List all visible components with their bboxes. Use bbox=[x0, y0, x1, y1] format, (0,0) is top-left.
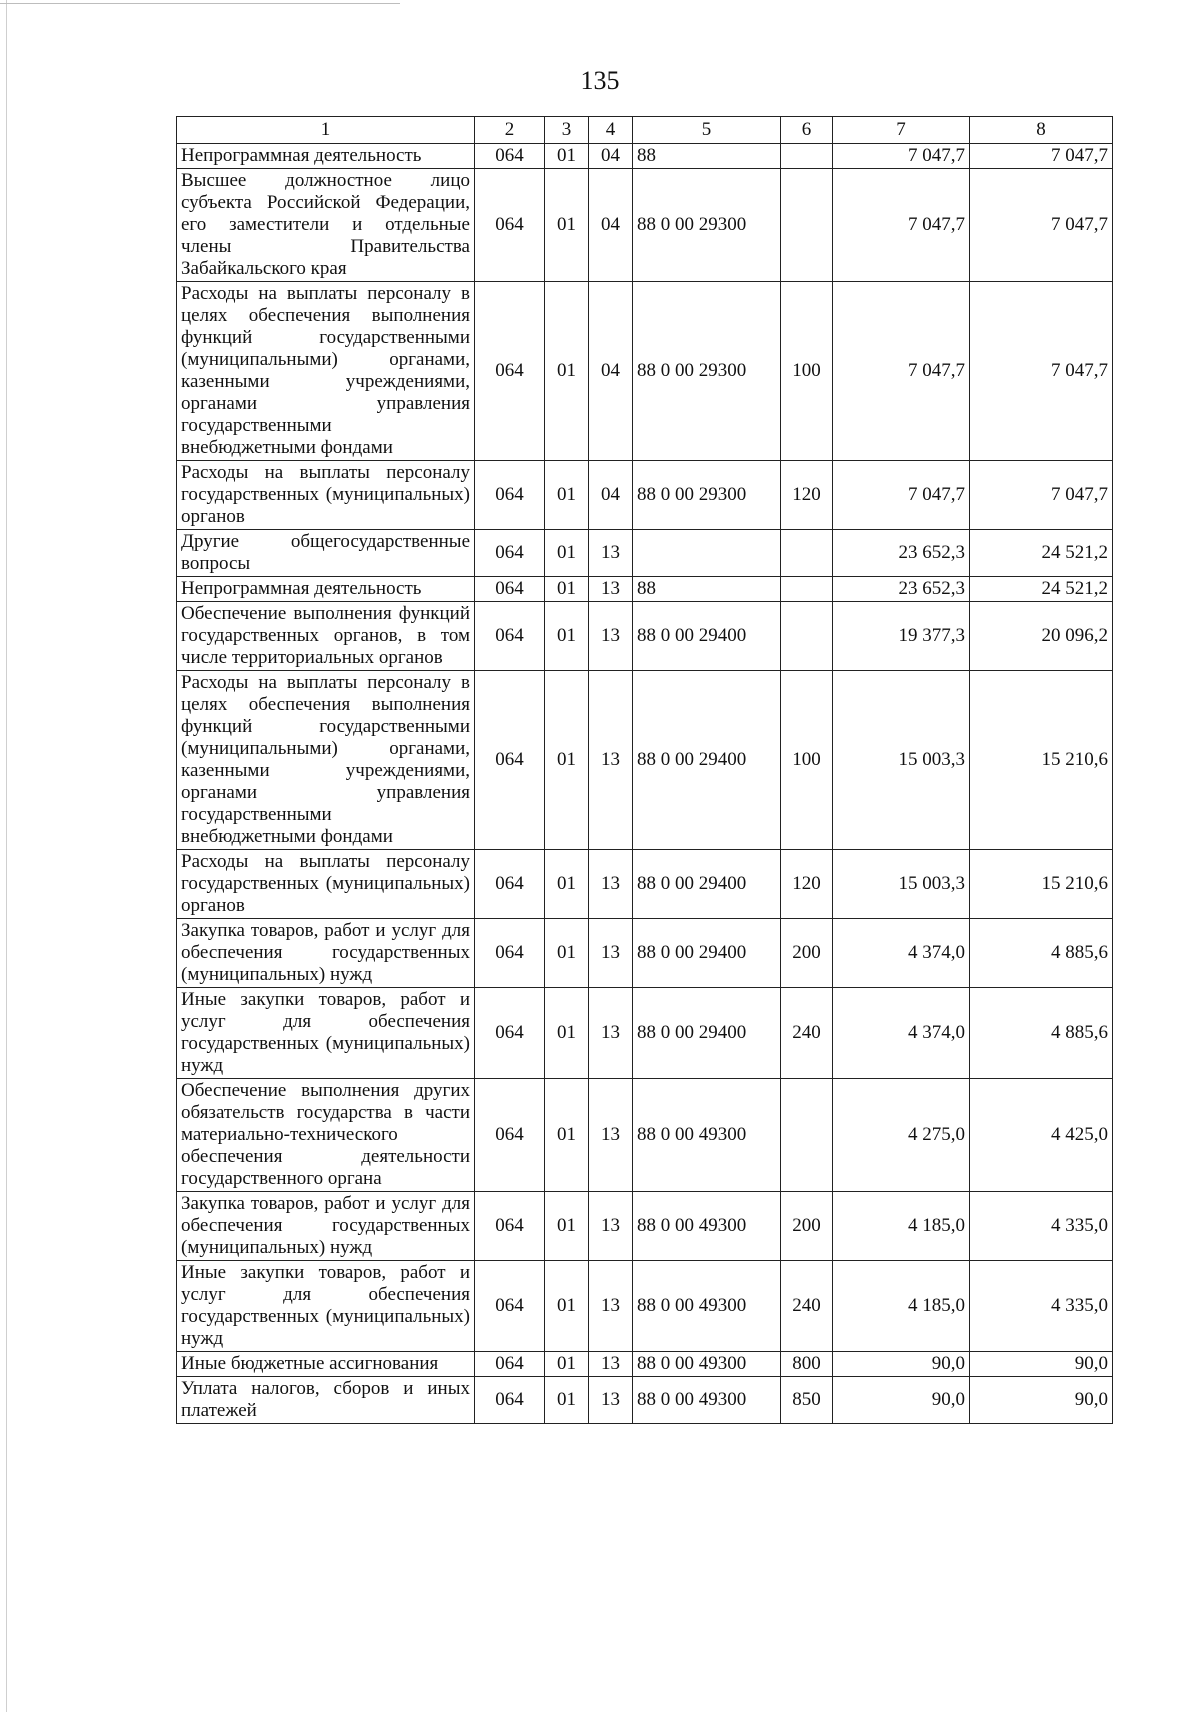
cell-expense-type: 100 bbox=[781, 671, 833, 850]
column-header: 3 bbox=[545, 117, 589, 144]
cell-section: 01 bbox=[545, 1079, 589, 1192]
table-row bbox=[177, 144, 1113, 169]
cell-section: 01 bbox=[545, 1192, 589, 1261]
table-row bbox=[177, 850, 1113, 919]
column-header: 8 bbox=[970, 117, 1113, 144]
cell-expense-type: 800 bbox=[781, 1352, 833, 1377]
table-row bbox=[177, 530, 1113, 577]
cell-amount-year1: 19 377,3 bbox=[833, 602, 970, 671]
cell-subsection: 13 bbox=[589, 988, 633, 1079]
table-row bbox=[177, 577, 1113, 602]
cell-expense-type: 240 bbox=[781, 988, 833, 1079]
cell-amount-year1: 7 047,7 bbox=[833, 461, 970, 530]
cell-amount-year2: 90,0 bbox=[970, 1377, 1113, 1424]
table-row bbox=[177, 671, 1113, 850]
cell-amount-year1: 90,0 bbox=[833, 1352, 970, 1377]
table-row bbox=[177, 1192, 1113, 1261]
cell-amount-year2: 15 210,6 bbox=[970, 850, 1113, 919]
cell-target-article: 88 0 00 49300 bbox=[633, 1377, 781, 1424]
cell-subsection: 13 bbox=[589, 602, 633, 671]
cell-section: 01 bbox=[545, 602, 589, 671]
cell-amount-year2: 4 335,0 bbox=[970, 1261, 1113, 1352]
column-header: 2 bbox=[475, 117, 545, 144]
cell-target-article: 88 bbox=[633, 577, 781, 602]
table-row bbox=[177, 988, 1113, 1079]
cell-amount-year2: 7 047,7 bbox=[970, 169, 1113, 282]
table-row bbox=[177, 1352, 1113, 1377]
cell-expense-type bbox=[781, 144, 833, 169]
cell-expense-type: 850 bbox=[781, 1377, 833, 1424]
cell-amount-year2: 24 521,2 bbox=[970, 530, 1113, 577]
cell-expense-type bbox=[781, 530, 833, 577]
cell-target-article: 88 0 00 49300 bbox=[633, 1261, 781, 1352]
cell-expense-type: 120 bbox=[781, 850, 833, 919]
row-name: Иные закупки товаров, работ и услуг для обеспечения государственных (муниципальных) нужд bbox=[177, 1261, 475, 1352]
cell-amount-year2: 4 425,0 bbox=[970, 1079, 1113, 1192]
cell-section: 01 bbox=[545, 461, 589, 530]
cell-target-article: 88 0 00 49300 bbox=[633, 1352, 781, 1377]
row-name: Расходы на выплаты персоналу государственных (муниципальных) органов bbox=[177, 461, 475, 530]
cell-amount-year2: 20 096,2 bbox=[970, 602, 1113, 671]
row-name: Иные закупки товаров, работ и услуг для обеспечения государственных (муниципальных) нужд bbox=[177, 988, 475, 1079]
cell-target-article: 88 bbox=[633, 144, 781, 169]
scan-edge-top bbox=[0, 3, 400, 4]
cell-amount-year1: 4 185,0 bbox=[833, 1261, 970, 1352]
cell-target-article: 88 0 00 29400 bbox=[633, 602, 781, 671]
row-name: Иные бюджетные ассигнования bbox=[177, 1352, 475, 1377]
cell-subsection: 04 bbox=[589, 461, 633, 530]
cell-amount-year1: 23 652,3 bbox=[833, 530, 970, 577]
cell-amount-year2: 4 335,0 bbox=[970, 1192, 1113, 1261]
column-header: 7 bbox=[833, 117, 970, 144]
cell-target-article bbox=[633, 530, 781, 577]
cell-target-article: 88 0 00 29400 bbox=[633, 988, 781, 1079]
row-name: Обеспечение выполнения других обязательств государства в части материально-технического обеспечения деятельности государственного органа bbox=[177, 1079, 475, 1192]
cell-target-article: 88 0 00 29400 bbox=[633, 671, 781, 850]
cell-expense-type bbox=[781, 169, 833, 282]
cell-grbs: 064 bbox=[475, 602, 545, 671]
scan-edge-left bbox=[6, 0, 7, 1712]
cell-section: 01 bbox=[545, 1377, 589, 1424]
cell-amount-year1: 4 374,0 bbox=[833, 919, 970, 988]
table-row bbox=[177, 282, 1113, 461]
cell-subsection: 13 bbox=[589, 1192, 633, 1261]
cell-section: 01 bbox=[545, 919, 589, 988]
cell-target-article: 88 0 00 49300 bbox=[633, 1079, 781, 1192]
cell-amount-year1: 4 275,0 bbox=[833, 1079, 970, 1192]
cell-subsection: 13 bbox=[589, 1377, 633, 1424]
cell-amount-year2: 15 210,6 bbox=[970, 671, 1113, 850]
budget-table bbox=[176, 116, 1113, 1424]
cell-amount-year1: 15 003,3 bbox=[833, 850, 970, 919]
cell-expense-type: 100 bbox=[781, 282, 833, 461]
row-name: Закупка товаров, работ и услуг для обеспечения государственных (муниципальных) нужд bbox=[177, 919, 475, 988]
cell-section: 01 bbox=[545, 1352, 589, 1377]
cell-subsection: 13 bbox=[589, 577, 633, 602]
cell-amount-year2: 7 047,7 bbox=[970, 144, 1113, 169]
cell-amount-year2: 4 885,6 bbox=[970, 919, 1113, 988]
row-name: Непрограммная деятельность bbox=[177, 144, 475, 169]
row-name: Расходы на выплаты персоналу в целях обеспечения выполнения функций государственными (муниципальными) органами, казенными учреждениями, органами управления государственными внебюджетными фондами bbox=[177, 671, 475, 850]
row-name: Расходы на выплаты персоналу государственных (муниципальных) органов bbox=[177, 850, 475, 919]
cell-subsection: 13 bbox=[589, 1352, 633, 1377]
cell-target-article: 88 0 00 49300 bbox=[633, 1192, 781, 1261]
cell-expense-type bbox=[781, 577, 833, 602]
cell-grbs: 064 bbox=[475, 461, 545, 530]
cell-subsection: 13 bbox=[589, 671, 633, 850]
cell-amount-year2: 7 047,7 bbox=[970, 282, 1113, 461]
column-header: 5 bbox=[633, 117, 781, 144]
cell-amount-year1: 23 652,3 bbox=[833, 577, 970, 602]
cell-section: 01 bbox=[545, 1261, 589, 1352]
cell-grbs: 064 bbox=[475, 1261, 545, 1352]
cell-expense-type bbox=[781, 602, 833, 671]
table-row bbox=[177, 602, 1113, 671]
cell-target-article: 88 0 00 29300 bbox=[633, 282, 781, 461]
cell-grbs: 064 bbox=[475, 850, 545, 919]
row-name: Другие общегосударственные вопросы bbox=[177, 530, 475, 577]
row-name: Уплата налогов, сборов и иных платежей bbox=[177, 1377, 475, 1424]
cell-grbs: 064 bbox=[475, 1079, 545, 1192]
cell-subsection: 13 bbox=[589, 1261, 633, 1352]
cell-expense-type: 120 bbox=[781, 461, 833, 530]
table-row bbox=[177, 1079, 1113, 1192]
cell-section: 01 bbox=[545, 169, 589, 282]
cell-grbs: 064 bbox=[475, 530, 545, 577]
cell-subsection: 13 bbox=[589, 919, 633, 988]
cell-grbs: 064 bbox=[475, 1352, 545, 1377]
row-name: Высшее должностное лицо субъекта Российской Федерации, его заместители и отдельные члены Правительства Забайкальского края bbox=[177, 169, 475, 282]
cell-amount-year1: 7 047,7 bbox=[833, 282, 970, 461]
cell-target-article: 88 0 00 29300 bbox=[633, 461, 781, 530]
cell-amount-year1: 15 003,3 bbox=[833, 671, 970, 850]
row-name: Расходы на выплаты персоналу в целях обеспечения выполнения функций государственными (муниципальными) органами, казенными учреждениями, органами управления государственными внебюджетными фондами bbox=[177, 282, 475, 461]
cell-section: 01 bbox=[545, 671, 589, 850]
cell-target-article: 88 0 00 29400 bbox=[633, 919, 781, 988]
cell-amount-year1: 7 047,7 bbox=[833, 169, 970, 282]
cell-amount-year2: 90,0 bbox=[970, 1352, 1113, 1377]
cell-grbs: 064 bbox=[475, 919, 545, 988]
cell-expense-type: 200 bbox=[781, 919, 833, 988]
cell-section: 01 bbox=[545, 530, 589, 577]
cell-subsection: 04 bbox=[589, 144, 633, 169]
table-row bbox=[177, 461, 1113, 530]
cell-expense-type: 240 bbox=[781, 1261, 833, 1352]
cell-amount-year2: 4 885,6 bbox=[970, 988, 1113, 1079]
cell-subsection: 13 bbox=[589, 850, 633, 919]
cell-subsection: 04 bbox=[589, 282, 633, 461]
cell-grbs: 064 bbox=[475, 988, 545, 1079]
column-header: 4 bbox=[589, 117, 633, 144]
cell-section: 01 bbox=[545, 282, 589, 461]
cell-subsection: 13 bbox=[589, 1079, 633, 1192]
cell-amount-year1: 4 374,0 bbox=[833, 988, 970, 1079]
cell-grbs: 064 bbox=[475, 577, 545, 602]
row-name: Непрограммная деятельность bbox=[177, 577, 475, 602]
cell-grbs: 064 bbox=[475, 144, 545, 169]
cell-grbs: 064 bbox=[475, 1377, 545, 1424]
header-row bbox=[177, 117, 1113, 144]
row-name: Обеспечение выполнения функций государственных органов, в том числе территориальных органов bbox=[177, 602, 475, 671]
page-number: 135 bbox=[580, 66, 620, 95]
table-row bbox=[177, 1377, 1113, 1424]
cell-amount-year2: 24 521,2 bbox=[970, 577, 1113, 602]
cell-subsection: 04 bbox=[589, 169, 633, 282]
cell-grbs: 064 bbox=[475, 169, 545, 282]
cell-grbs: 064 bbox=[475, 671, 545, 850]
table-row bbox=[177, 919, 1113, 988]
cell-section: 01 bbox=[545, 988, 589, 1079]
cell-amount-year1: 4 185,0 bbox=[833, 1192, 970, 1261]
cell-section: 01 bbox=[545, 577, 589, 602]
cell-section: 01 bbox=[545, 850, 589, 919]
table-row bbox=[177, 1261, 1113, 1352]
cell-section: 01 bbox=[545, 144, 589, 169]
cell-target-article: 88 0 00 29400 bbox=[633, 850, 781, 919]
cell-expense-type: 200 bbox=[781, 1192, 833, 1261]
cell-subsection: 13 bbox=[589, 530, 633, 577]
table-row bbox=[177, 169, 1113, 282]
column-header: 1 bbox=[177, 117, 475, 144]
cell-expense-type bbox=[781, 1079, 833, 1192]
cell-grbs: 064 bbox=[475, 282, 545, 461]
column-header: 6 bbox=[781, 117, 833, 144]
cell-target-article: 88 0 00 29300 bbox=[633, 169, 781, 282]
cell-grbs: 064 bbox=[475, 1192, 545, 1261]
table-body bbox=[177, 144, 1113, 1424]
cell-amount-year2: 7 047,7 bbox=[970, 461, 1113, 530]
cell-amount-year1: 90,0 bbox=[833, 1377, 970, 1424]
row-name: Закупка товаров, работ и услуг для обеспечения государственных (муниципальных) нужд bbox=[177, 1192, 475, 1261]
cell-amount-year1: 7 047,7 bbox=[833, 144, 970, 169]
